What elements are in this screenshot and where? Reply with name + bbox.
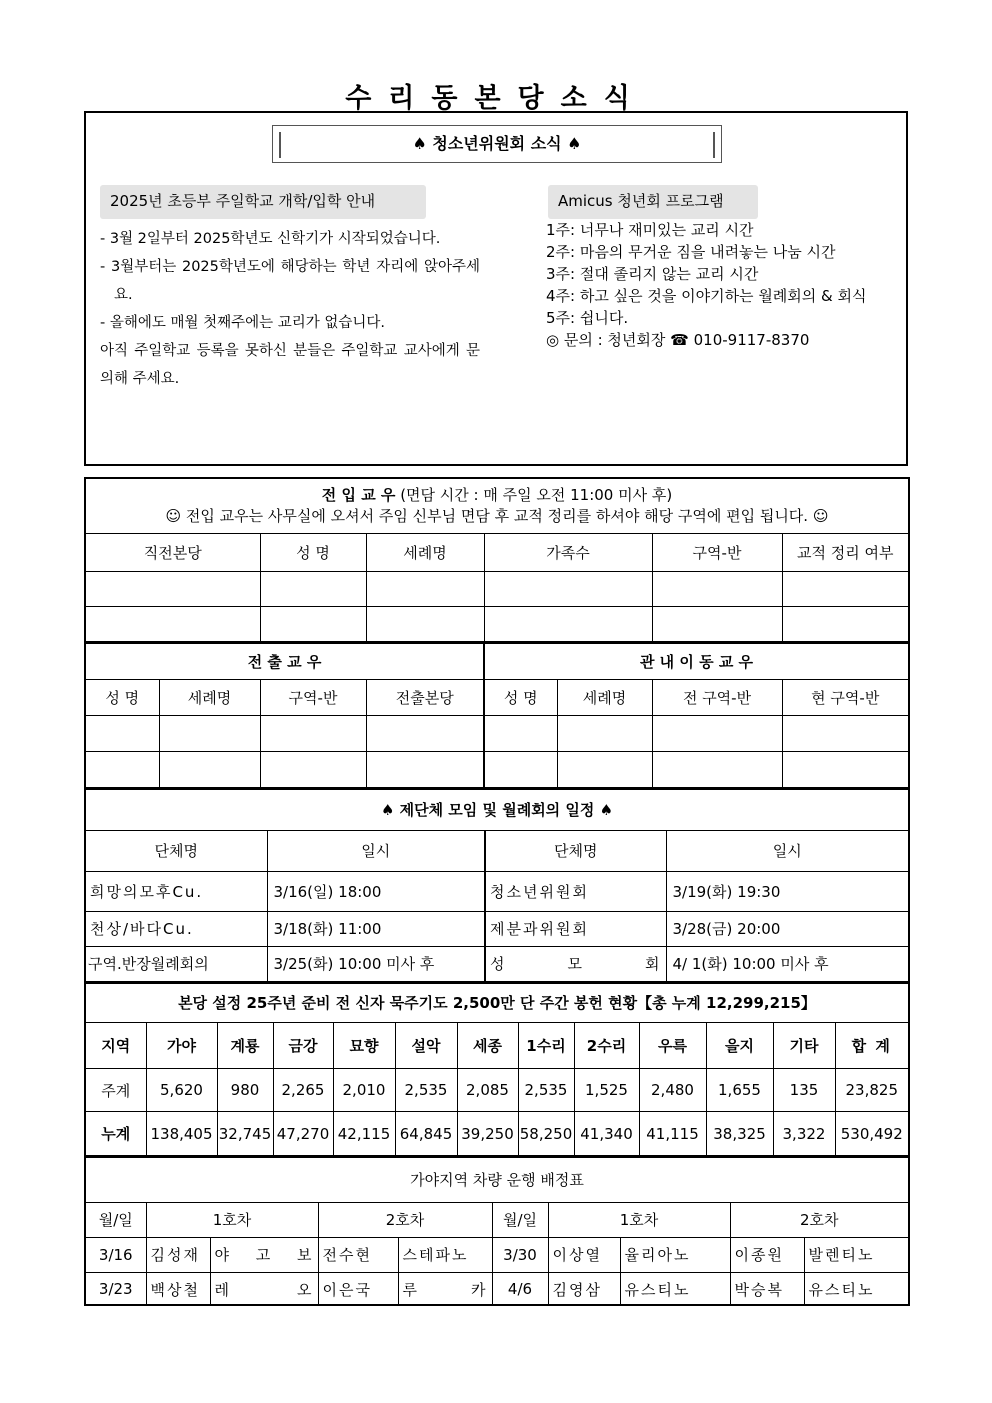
bulletin-tables [84,477,910,1306]
baptismal-name: 레 오 [210,1272,318,1306]
group-name: 구역.반장월례회의 [86,946,267,981]
entry-cell[interactable] [484,716,557,752]
rosary-cumulative-cell: 41,115 [639,1112,706,1156]
rosary-header-row [86,1023,908,1069]
rosary-cumulative-cell: 58,250 [518,1112,574,1156]
notice-note: 아직 주일학교 등록을 못하신 분들은 주일학교 교사에게 문의해 주세요. [100,343,480,387]
youth-news-box [84,111,908,466]
entry-cell[interactable] [782,716,908,752]
rosary-cumulative-row [86,1112,908,1156]
transfer-out-title: 전 출 교 우 [86,643,484,680]
rosary-cumulative-cell: 47,270 [273,1112,333,1156]
rosary-weekly-cell: 2,010 [333,1069,395,1112]
rosary-weekly-cell: 2,265 [273,1069,333,1112]
program-line: 2주: 마음의 무거운 짐을 내려놓는 나눔 시간 [546,243,836,261]
entry-cell[interactable] [484,606,652,641]
rosary-weekly-cell: 23,825 [835,1069,908,1112]
internal-move-title: 관 내 이 동 교 우 [484,643,908,680]
entry-cell[interactable] [557,752,652,788]
group-name: 희망의모후Cu. [86,871,267,911]
rosary-header-cell: 우륵 [639,1023,706,1069]
entry-cell[interactable] [260,571,366,606]
table-row [86,1237,908,1272]
entry-cell[interactable] [366,752,484,788]
meeting-time: 3/28(금) 20:00 [666,911,908,946]
amicus-header: Amicus 청년회 프로그램 [548,185,758,219]
date-cell: 3/30 [492,1237,548,1272]
entry-cell[interactable] [557,716,652,752]
rosary-header-cell: 금강 [273,1023,333,1069]
col-header: 가족수 [484,533,652,571]
baptismal-name: 발렌티노 [804,1237,908,1272]
table-row [86,716,908,752]
transfer-in-title: 전 입 교 우 [321,485,396,504]
rosary-cumulative-cell: 3,322 [773,1112,835,1156]
col-header: 2호차 [318,1202,492,1237]
date-cell: 4/6 [492,1272,548,1306]
rosary-cumulative-cell: 39,250 [457,1112,518,1156]
entry-cell[interactable] [366,716,484,752]
rosary-weekly-cell: 주계 [86,1069,146,1112]
driver-name: 박승복 [730,1272,804,1306]
entry-cell[interactable] [159,716,260,752]
rosary-weekly-cell: 135 [773,1069,835,1112]
meeting-time: 4/ 1(화) 10:00 미사 후 [666,946,908,981]
rosary-header-cell: 기타 [773,1023,835,1069]
vehicle-table [86,1156,908,1306]
rosary-header-cell: 지역 [86,1023,146,1069]
col-header: 단체명 [485,830,666,871]
youth-banner: ♠ 청소년위원회 소식 ♠ [272,125,722,163]
col-header: 세례명 [159,680,260,716]
col-header: 직전본당 [86,533,260,571]
rosary-cumulative-cell: 41,340 [574,1112,639,1156]
col-header: 전 구역-반 [652,680,782,716]
entry-cell[interactable] [86,752,159,788]
date-cell: 3/16 [86,1237,146,1272]
rosary-weekly-cell: 2,085 [457,1069,518,1112]
rosary-weekly-cell: 980 [217,1069,273,1112]
baptismal-name: 유스티노 [804,1272,908,1306]
entry-cell[interactable] [260,716,366,752]
driver-name: 이은국 [318,1272,398,1306]
rosary-cumulative-cell: 누계 [86,1112,146,1156]
col-header: 교적 정리 여부 [782,533,908,571]
meeting-time: 3/19(화) 19:30 [666,871,908,911]
rosary-weekly-cell: 1,655 [706,1069,773,1112]
group-name: 성 모 회 [485,946,666,981]
group-name: 제분과위원회 [485,911,666,946]
col-header: 일시 [666,830,908,871]
rosary-weekly-cell: 2,535 [395,1069,457,1112]
rosary-cumulative-cell: 138,405 [146,1112,217,1156]
program-line: 5주: 쉽니다. [546,309,629,327]
transfer-in-table [86,479,908,642]
col-header: 단체명 [86,830,267,871]
meetings-title: ♠ 제단체 모임 및 월례회의 일정 ♠ [86,789,908,830]
rosary-header-cell: 1수리 [518,1023,574,1069]
col-header: 성 명 [260,533,366,571]
notice-line: - 3월 2일부터 2025학년도 신학기가 시작되었습니다. [100,231,441,247]
entry-cell[interactable] [782,752,908,788]
entry-cell[interactable] [652,571,782,606]
notice-line: - 3월부터는 2025학년도에 해당하는 학년 자리에 앉아주세요. [100,259,480,303]
baptismal-name: 스테파노 [398,1237,492,1272]
entry-cell[interactable] [260,606,366,641]
program-line: 1주: 너무나 재미있는 교리 시간 [546,221,754,239]
rosary-cumulative-cell: 64,845 [395,1112,457,1156]
col-header: 1호차 [548,1202,730,1237]
entry-cell[interactable] [484,752,557,788]
transfer-in-interview-note: (면담 시간 : 매 주일 오전 11:00 미사 후) [400,485,673,504]
date-cell: 3/23 [86,1272,146,1306]
col-header: 세례명 [557,680,652,716]
col-header: 성 명 [86,680,159,716]
rosary-title: 본당 설정 25주년 준비 전 신자 묵주기도 2,500만 단 주간 봉헌 현황【총 누계 12,299,215】 [86,983,908,1023]
entry-cell[interactable] [86,606,260,641]
rosary-header-cell: 가야 [146,1023,217,1069]
table-row [86,1272,908,1306]
baptismal-name: 루 카 [398,1272,492,1306]
col-header: 월/일 [492,1202,548,1237]
rosary-cumulative-cell: 32,745 [217,1112,273,1156]
transfer-out-internal-table [86,642,908,789]
entry-cell[interactable] [782,571,908,606]
rosary-header-cell: 2수리 [574,1023,639,1069]
driver-name: 이상열 [548,1237,620,1272]
rosary-weekly-cell: 5,620 [146,1069,217,1112]
rosary-header-cell: 설악 [395,1023,457,1069]
col-header: 전출본당 [366,680,484,716]
col-header: 2호차 [730,1202,908,1237]
rosary-weekly-cell: 2,480 [639,1069,706,1112]
col-header: 구역-반 [652,533,782,571]
rosary-weekly-cell: 2,535 [518,1069,574,1112]
baptismal-name: 유스티노 [620,1272,730,1306]
notice-line: - 올해에도 매월 첫째주에는 교리가 없습니다. [100,315,386,331]
transfer-in-notice: ☺ 전입 교우는 사무실에 오셔서 주임 신부님 면담 후 교적 정리를 하셔야 해당 구역에 편입 됩니다. ☺ [165,506,829,525]
driver-name: 백상철 [146,1272,210,1306]
group-name: 청소년위원회 [485,871,666,911]
meeting-time: 3/16(일) 18:00 [267,871,485,911]
rosary-weekly-cell: 1,525 [574,1069,639,1112]
col-header: 구역-반 [260,680,366,716]
col-header: 1호차 [146,1202,318,1237]
rosary-cumulative-cell: 42,115 [333,1112,395,1156]
col-header: 일시 [267,830,485,871]
meetings-table [86,788,908,982]
driver-name: 김성재 [146,1237,210,1272]
entry-cell[interactable] [366,606,484,641]
table-row [86,752,908,788]
sunday-school-header: 2025년 초등부 주일학교 개학/입학 안내 [100,185,426,219]
driver-name: 전수현 [318,1237,398,1272]
rosary-header-cell: 묘향 [333,1023,395,1069]
meeting-time: 3/25(화) 10:00 미사 후 [267,946,485,981]
table-row [86,571,908,606]
meeting-time: 3/18(화) 11:00 [267,911,485,946]
table-row [86,871,908,911]
baptismal-name: 율리아노 [620,1237,730,1272]
entry-cell[interactable] [652,606,782,641]
rosary-cumulative-cell: 530,492 [835,1112,908,1156]
table-row [86,911,908,946]
entry-cell[interactable] [652,716,782,752]
rosary-header-cell: 계룡 [217,1023,273,1069]
entry-cell[interactable] [652,752,782,788]
entry-cell[interactable] [366,571,484,606]
rosary-header-cell: 세종 [457,1023,518,1069]
col-header: 현 구역-반 [782,680,908,716]
amicus-program [546,219,896,351]
col-header: 세례명 [366,533,484,571]
vehicle-title: 가야지역 차량 운행 배정표 [86,1157,908,1202]
baptismal-name: 야 고 보 [210,1237,318,1272]
program-line: 3주: 절대 졸리지 않는 교리 시간 [546,265,759,283]
rosary-cumulative-cell: 38,325 [706,1112,773,1156]
rosary-header-cell: 을지 [706,1023,773,1069]
program-line: 4주: 하고 싶은 것을 이야기하는 월례회의 & 회식 [546,287,867,305]
rosary-header-cell: 합 계 [835,1023,908,1069]
program-contact: ◎ 문의 : 청년회장 ☎ 010-9117-8370 [546,331,810,349]
entry-cell[interactable] [782,606,908,641]
transfer-in-header [86,479,908,533]
driver-name: 이종원 [730,1237,804,1272]
entry-cell[interactable] [484,571,652,606]
col-header: 월/일 [86,1202,146,1237]
page-title: 수리동본당소식 [345,83,647,114]
group-name: 천상/바다Cu. [86,911,267,946]
sunday-school-notice [100,225,480,393]
table-row [86,606,908,641]
entry-cell[interactable] [159,752,260,788]
rosary-weekly-row [86,1069,908,1112]
rosary-table [86,982,908,1157]
col-header: 성 명 [484,680,557,716]
entry-cell[interactable] [260,752,366,788]
entry-cell[interactable] [86,571,260,606]
driver-name: 김영삼 [548,1272,620,1306]
entry-cell[interactable] [86,716,159,752]
table-row [86,946,908,981]
